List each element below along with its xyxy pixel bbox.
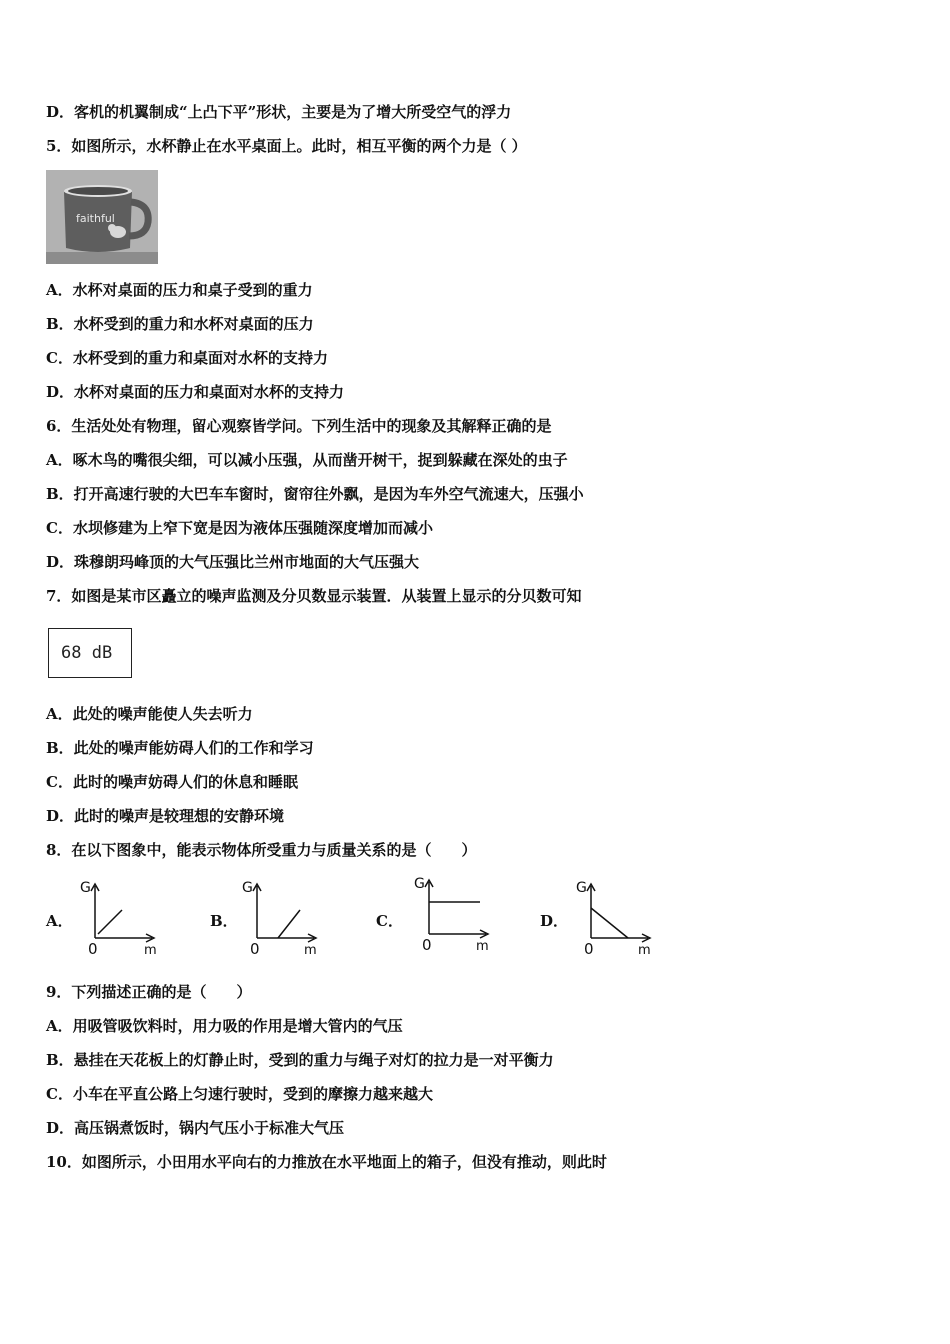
q5-option-c: C．水杯受到的重力和桌面对水杯的支持力 — [46, 349, 328, 367]
q6-stem: 6．生活处处有物理，留心观察皆学问。下列生活中的现象及其解释正确的是 — [46, 417, 552, 435]
q9-option-c: C．小车在平直公路上匀速行驶时，受到的摩擦力越来越大 — [46, 1085, 433, 1103]
q4-option-d: D．客机的机翼制成“上凸下平”形状，主要是为了增大所受空气的浮力 — [46, 103, 512, 121]
q8-label-a: A． — [46, 912, 73, 930]
q8-graph-b-origin: 0 — [250, 940, 260, 958]
q7-stem: 7．如图是某市区矗立的噪声监测及分贝数显示装置．从装置上显示的分贝数可知 — [46, 587, 582, 605]
q8-graph-c — [410, 874, 500, 954]
q5-option-b: B．水杯受到的重力和水杯对桌面的压力 — [46, 315, 314, 333]
q8-graph-b-line — [278, 910, 300, 938]
q8-graph-a-x-label: m — [144, 943, 157, 958]
q7-option-a: A．此处的噪声能使人失去听力 — [46, 705, 253, 723]
cup-text: faithful — [76, 212, 115, 225]
q8-graph-d-y-label: G — [576, 880, 587, 896]
q6-option-c: C．水坝修建为上窄下宽是因为液体压强随深度增加而减小 — [46, 519, 433, 537]
q6-option-d: D．珠穆朗玛峰顶的大气压强比兰州市地面的大气压强大 — [46, 553, 420, 571]
q8-graph-a-origin: 0 — [88, 940, 98, 958]
q8-graph-b-x-label: m — [304, 943, 317, 958]
q7-option-c: C．此时的噪声妨碍人们的休息和睡眠 — [46, 773, 298, 791]
q8-graph-c-y-label: G — [414, 876, 425, 892]
q8-stem: 8．在以下图象中，能表示物体所受重力与质量关系的是（ ） — [46, 841, 477, 859]
q8-graph-b — [238, 878, 328, 958]
q8-graph-d-line — [591, 908, 628, 938]
q6-option-a: A．啄木鸟的嘴很尖细，可以减小压强，从而凿开树干，捉到躲藏在深处的虫子 — [46, 451, 568, 469]
q7-option-b: B．此处的噪声能妨碍人们的工作和学习 — [46, 739, 314, 757]
cup-icon — [46, 170, 158, 264]
q8-graph-d-origin: 0 — [584, 940, 594, 958]
q6-option-b: B．打开高速行驶的大巴车车窗时，窗帘往外飘，是因为车外空气流速大，压强小 — [46, 485, 584, 503]
q8-label-b: B． — [210, 912, 238, 930]
q8-graph-d — [572, 878, 662, 958]
decibel-display — [48, 628, 132, 678]
q5-stem: 5．如图所示，水杯静止在水平桌面上。此时，相互平衡的两个力是（ ） — [46, 137, 527, 155]
q5-option-a: A．水杯对桌面的压力和桌子受到的重力 — [46, 281, 313, 299]
cup-photo — [46, 170, 158, 264]
q8-graph-a — [76, 878, 166, 958]
q5-option-d: D．水杯对桌面的压力和桌面对水杯的支持力 — [46, 383, 345, 401]
q8-graph-a-y-label: G — [80, 880, 91, 896]
q8-graph-c-x-label: m — [476, 939, 489, 954]
q8-graph-a-line — [98, 910, 122, 934]
q7-option-d: D．此时的噪声是较理想的安静环境 — [46, 807, 285, 825]
q8-graph-d-x-label: m — [638, 943, 651, 958]
q8-label-c: C． — [376, 912, 403, 930]
q9-option-d: D．高压锅煮饭时，锅内气压小于标准大气压 — [46, 1119, 345, 1137]
q9-option-a: A．用吸管吸饮料时，用力吸的作用是增大管内的气压 — [46, 1017, 403, 1035]
q9-option-b: B．悬挂在天花板上的灯静止时，受到的重力与绳子对灯的拉力是一对平衡力 — [46, 1051, 554, 1069]
q8-label-d: D． — [540, 912, 569, 930]
q8-graph-b-y-label: G — [242, 880, 253, 896]
q8-graph-c-origin: 0 — [422, 936, 432, 954]
q9-stem: 9．下列描述正确的是（ ） — [46, 983, 252, 1001]
q10-stem: 10．如图所示，小田用水平向右的力推放在水平地面上的箱子，但没有推动，则此时 — [46, 1153, 607, 1171]
decibel-value: 68 dB — [61, 643, 113, 663]
